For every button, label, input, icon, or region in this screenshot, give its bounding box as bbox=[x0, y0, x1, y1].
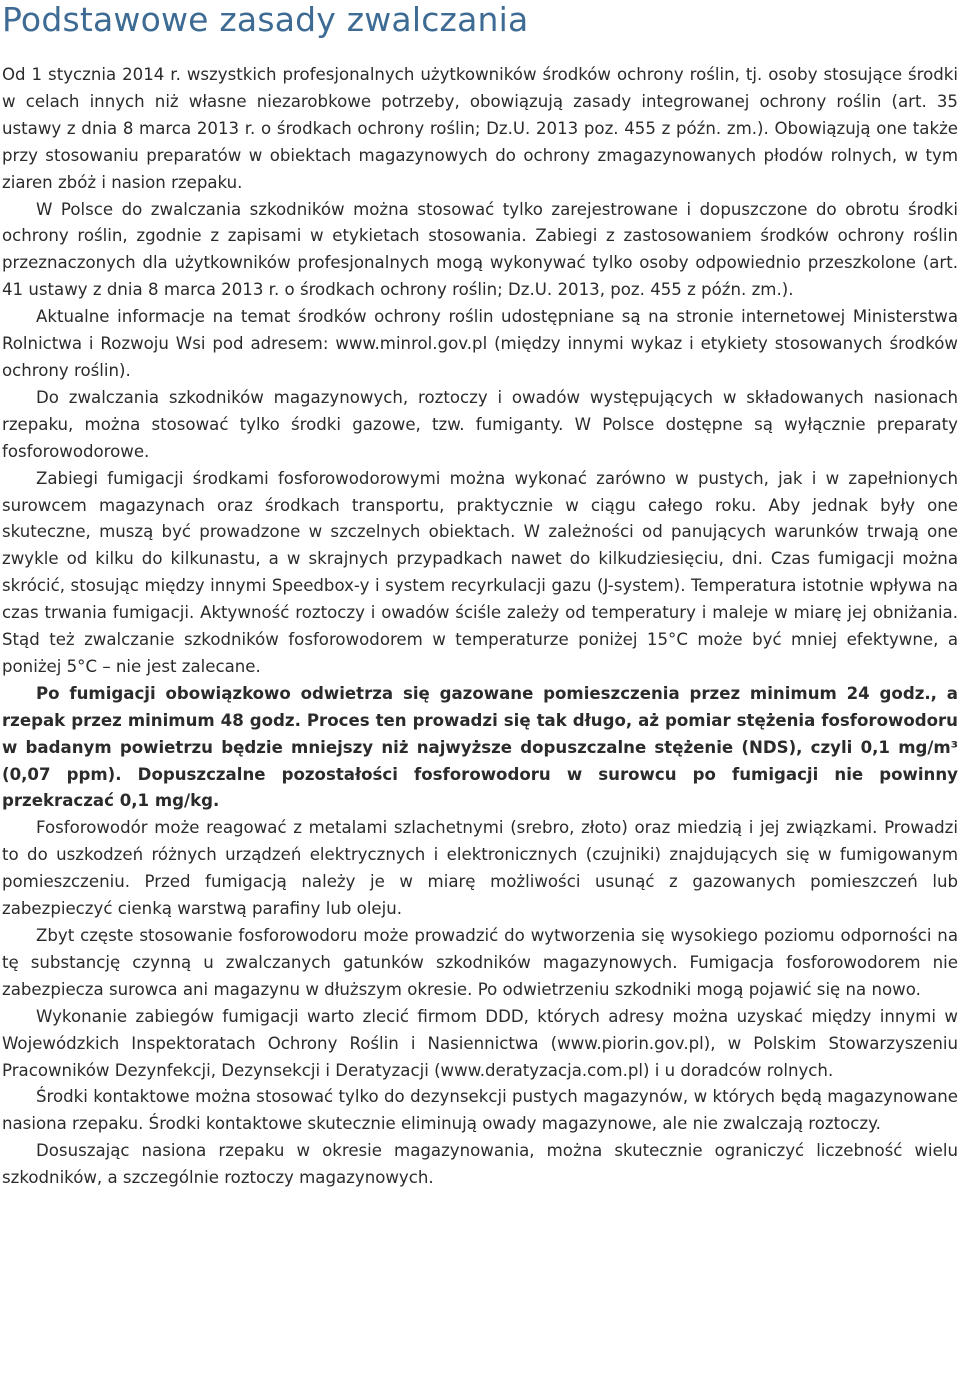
paragraph-fumigation-procedure: Zabiegi fumigacji środkami fosforowodorowymi można wykonać zarówno w pustych, jak i w zapełnionych surowcem magazynach oraz środkach transportu, praktycznie w ciągu całego roku. Aby jednak były one skuteczne, muszą być prowadzone w szczelnych obiektach. W zależności od panujących warunków trwają one zwykle od kilku do kilkunastu, a w skrajnych przypadkach nawet do kilkudziesięciu, dni. Czas fumigacji można skrócić, stosując między innymi Speedbox-y i system recyrkulacji gazu (J-system). Temperatura istotnie wpływa na czas trwania fumigacji. Aktywność roztoczy i owadów ściśle zależy od temperatury i maleje w miarę jej obniżania. Stąd też zwalczanie szkodników fosforowodorem w temperaturze poniżej 15°C może być mniej efektywne, a poniżej 5°C – nie jest zalecane. bbox=[2, 468, 958, 676]
paragraph-contact-agents: Środki kontaktowe można stosować tylko do dezynsekcji pustych magazynów, w których będą magazynowane nasiona rzepaku. Środki kontaktowe skutecznie eliminują owady magazynowe, ale nie zwalczają roztoczy. bbox=[2, 1087, 958, 1134]
paragraph-metal-reaction: Fosforowodór może reagować z metalami szlachetnymi (srebro, złoto) oraz miedzią i jej związkami. Prowadzi to do uszkodzeń różnych urządzeń elektrycznych i elektronicznych (czujniki) znajdujących się w fumigowanym pomieszczeniu. Przed fumigacją należy je w miarę możliwości usunąć z gazowanych pomieszczeń lub zabezpieczyć cienką warstwą parafiny lub oleju. bbox=[2, 818, 958, 919]
page-title: Podstawowe zasady zwalczania bbox=[2, 0, 529, 39]
paragraph-ventilation-requirements: Po fumigacji obowiązkowo odwietrza się gazowane pomieszczenia przez minimum 24 godz., a rzepak przez minimum 48 godz. Proces ten prowadzi się tak długo, aż pomiar stężenia fosforowodoru w badanym powietrzu będzie mniejszy niż najwyższe dopuszczalne stężenie (NDS), czyli 0,1 mg/m³ (0,07 ppm). Dopuszczalne pozostałości fosforowodoru w surowcu po fumigacji nie powinny przekraczać 0,1 mg/kg. bbox=[2, 683, 958, 811]
paragraph-fumigants: Do zwalczania szkodników magazynowych, roztoczy i owadów występujących w składowanych nasionach rzepaku, można stosować tylko środki gazowe, tzw. fumiganty. W Polsce dostępne są wyłącznie preparaty fosforowodorowe. bbox=[2, 387, 958, 461]
paragraph-integrated-protection: Od 1 stycznia 2014 r. wszystkich profesjonalnych użytkowników środków ochrony roślin, tj. osoby stosujące środki w celach innych niż własne niezarobkowe potrzeby, obowiązują zasady integrowanej ochrony roślin (art. 35 ustawy z dnia 8 marca 2013 r. o środkach ochrony roślin; Dz.U. 2013 poz. 455 z późn. zm.). Obowiązują one także przy stosowaniu preparatów w obiektach magazynowych do ochrony zmagazynowanych płodów rolnych, w tym ziaren zbóż i nasion rzepaku. bbox=[2, 65, 958, 192]
paragraph-resistance: Zbyt częste stosowanie fosforowodoru może prowadzić do wytworzenia się wysokiego poziomu odporności na tę substancję czynną u zwalczanych gatunków szkodników magazynowych. Fumigacja fosforowodorem nie zabezpiecza surowca ani magazynu w dłuższym okresie. Po odwietrzeniu szkodniki mogą pojawić się na nowo. bbox=[2, 926, 958, 999]
paragraph-ddd-companies: Wykonanie zabiegów fumigacji warto zlecić firmom DDD, których adresy można uzyskać między innymi w Wojewódzkich Inspektoratach Ochrony Roślin i Nasiennictwa (www.piorin.gov.pl), w Polskim Stowarzyszeniu Pracowników Dezynfekcji, Dezynsekcji i Deratyzacji (www.deratyzacja.com.pl) i u doradców rolnych. bbox=[2, 1006, 958, 1080]
paragraph-ministry-info: Aktualne informacje na temat środków ochrony roślin udostępniane są na stronie internetowej Ministerstwa Rolnictwa i Rozwoju Wsi pod adresem: www.minrol.gov.pl (między innymi wykaz i etykiety stosowanych środków ochrony roślin). bbox=[2, 307, 958, 380]
paragraph-registered-products: W Polsce do zwalczania szkodników można stosować tylko zarejestrowane i dopuszczone do obrotu środki ochrony roślin, zgodnie z zapisami w etykietach stosowania. Zabiegi z zastosowaniem środków ochrony roślin przeznaczonych dla użytkowników profesjonalnych mogą wykonywać tylko osoby odpowiednio przeszkolone (art. 41 ustawy z dnia 8 marca 2013 r. o środkach ochrony roślin; Dz.U. 2013, poz. 455 z późn. zm.). bbox=[2, 199, 958, 300]
paragraph-drying: Dosuszając nasiona rzepaku w okresie magazynowania, można skutecznie ograniczyć liczebność wielu szkodników, a szczególnie roztoczy magazynowych. bbox=[2, 1141, 958, 1188]
